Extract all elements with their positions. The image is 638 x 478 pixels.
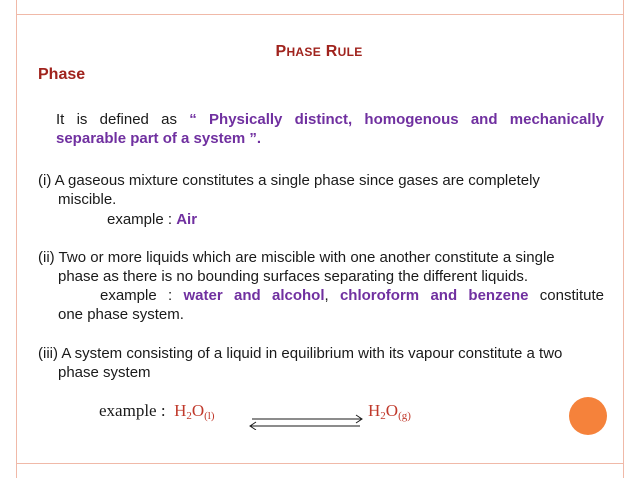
equation-left <box>99 401 215 422</box>
point-3-line-2: phase system <box>58 364 151 381</box>
title-letter-r: R <box>325 43 338 60</box>
product-subscript-2: 2 <box>380 410 386 422</box>
point-2-line-4: one phase system. <box>58 306 184 323</box>
definition-prefix: It is defined as <box>56 111 177 128</box>
point-2-example-label: example : <box>100 287 173 304</box>
slide-frame-bottom <box>16 463 624 478</box>
slide-frame-left <box>0 0 17 478</box>
point-2-line-2: phase as there is no bounding surfaces separating the different liquids. <box>58 268 529 285</box>
reactant-state: (l) <box>204 410 215 422</box>
decorative-orange-circle <box>569 397 607 435</box>
definition-line-2 <box>38 129 604 148</box>
slide-frame-top <box>16 0 624 15</box>
slide-title <box>0 43 638 61</box>
reactant-h: H <box>174 401 187 420</box>
reactant-subscript-2: 2 <box>186 410 192 422</box>
definition-block <box>38 110 604 148</box>
point-3-line-1: (iii) A system consisting of a liquid in equilibrium with its vapour constitute a two <box>38 345 563 362</box>
product-state: (g) <box>398 410 411 422</box>
reactant-formula <box>174 401 214 420</box>
definition-quote-line-2: separable part of a system ”. <box>56 130 262 147</box>
title-letter-p: P <box>275 43 287 60</box>
equilibrium-arrows-icon <box>246 414 366 430</box>
point-3-block <box>38 344 604 382</box>
point-2-line-1: (ii) Two or more liquids which are miscible with one another constitute a single <box>38 249 555 266</box>
point-2-example-value-2: chloroform and benzene <box>339 287 529 304</box>
point-1-example <box>107 211 197 228</box>
product-h: H <box>368 401 381 420</box>
point-2-block <box>38 248 604 324</box>
definition-quote-line-1: “ Physically distinct, homogenous and mechanically <box>189 111 604 128</box>
equation-example-label: example : <box>99 401 166 420</box>
reactant-o: O <box>191 401 205 420</box>
point-1-line-1: (i) A gaseous mixture constitutes a single phase since gases are completely <box>38 172 540 189</box>
section-heading: Phase <box>38 66 86 83</box>
product-formula <box>368 401 411 422</box>
point-1-example-value: Air <box>176 211 198 228</box>
point-1-line-2: miscible. <box>58 191 117 208</box>
title-word-hase: HASE <box>286 45 321 59</box>
point-2-comma: , <box>324 287 329 304</box>
definition-line-1 <box>38 110 604 129</box>
slide-frame-right <box>623 0 638 478</box>
point-2-suffix: constitute <box>539 287 604 304</box>
product-o: O <box>385 401 399 420</box>
point-1-example-label: example : <box>107 211 173 228</box>
title-word-ule: ULE <box>337 45 363 59</box>
point-1-block <box>38 171 604 209</box>
point-2-example-value-1: water and alcohol <box>183 287 325 304</box>
point-2-line-3 <box>38 286 604 305</box>
